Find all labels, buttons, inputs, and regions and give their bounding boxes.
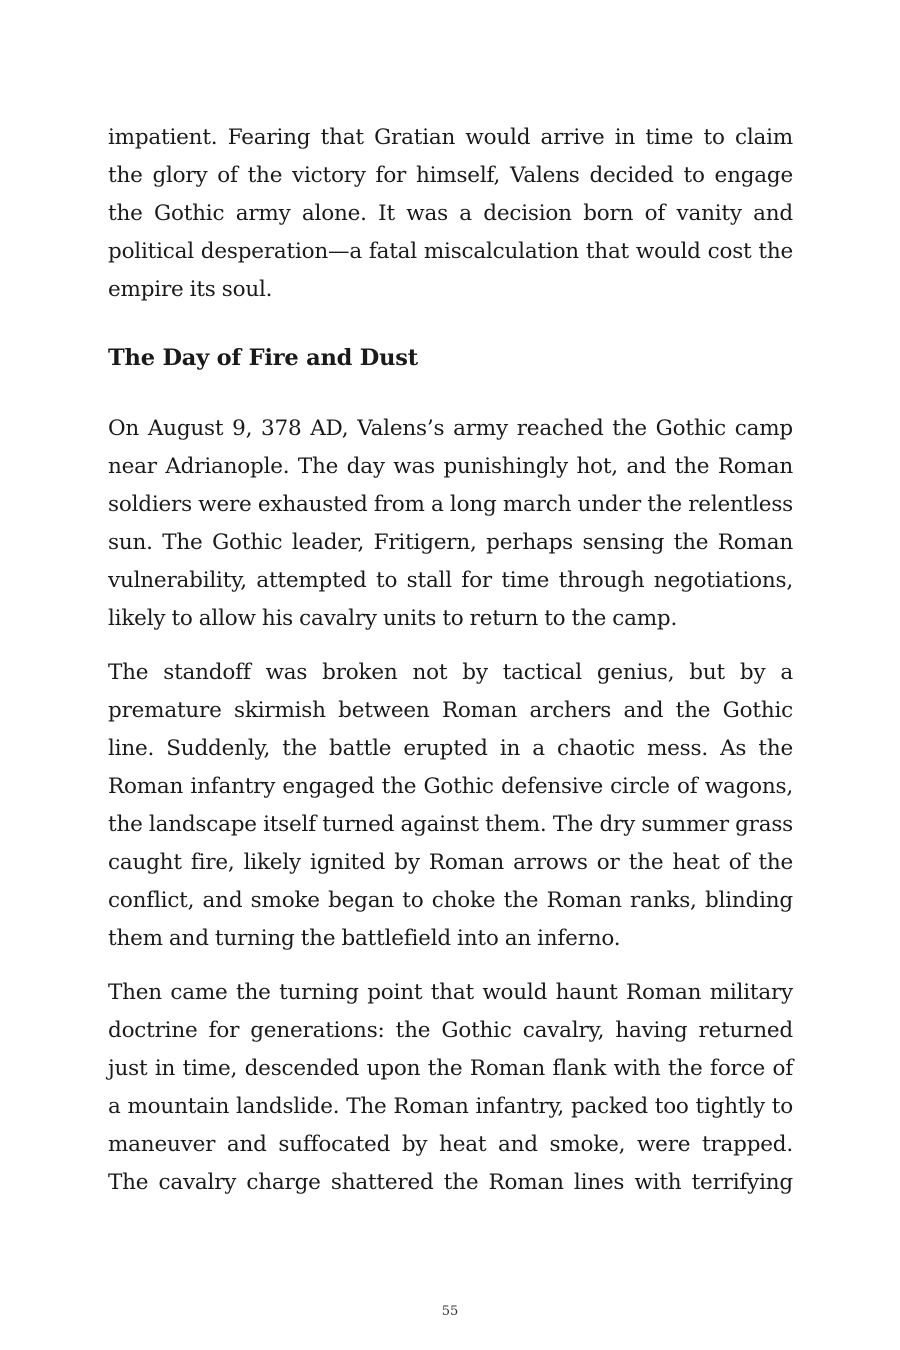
body-paragraph: Then came the turning point that would haunt Roman military doctrine for generations: the Gothic cavalry, having returned just in time, descended upon the Roman flank with the force of a mountain landslide. The Roman infantry, packed too tightly to maneuver and suffocated by heat and smoke, were trapped. The cavalry charge shattered the Roman lines with terrifying: [108, 980, 793, 1195]
page-body: [108, 119, 793, 1202]
body-paragraph: The standoff was broken not by tactical genius, but by a premature skirmish between Roman archers and the Gothic line. Suddenly, the battle erupted in a chaotic mess. As the Roman infantry engaged the Gothic defensive circle of wagons, the landscape itself turned against them. The dry summer grass caught fire, likely ignited by Roman arrows or the heat of the conflict, and smoke began to choke the Roman ranks, blinding them and turning the battlefield into an inferno.: [108, 660, 793, 951]
body-paragraph: impatient. Fearing that Gratian would arrive in time to claim the glory of the victory for himself, Valens decided to engage the Gothic army alone. It was a decision born of vanity and political desperation—a fatal miscalculation that would cost the empire its soul.: [108, 125, 793, 302]
section-heading: The Day of Fire and Dust: [108, 345, 418, 371]
page-number: 55: [441, 1304, 459, 1319]
body-paragraph: On August 9, 378 AD, Valens’s army reached the Gothic camp near Adrianople. The day was punishingly hot, and the Roman soldiers were exhausted from a long march under the relentless sun. The Gothic leader, Fritigern, perhaps sensing the Roman vulnerability, attempted to stall for time through negotiations, likely to allow his cavalry units to return to the camp.: [108, 416, 793, 631]
